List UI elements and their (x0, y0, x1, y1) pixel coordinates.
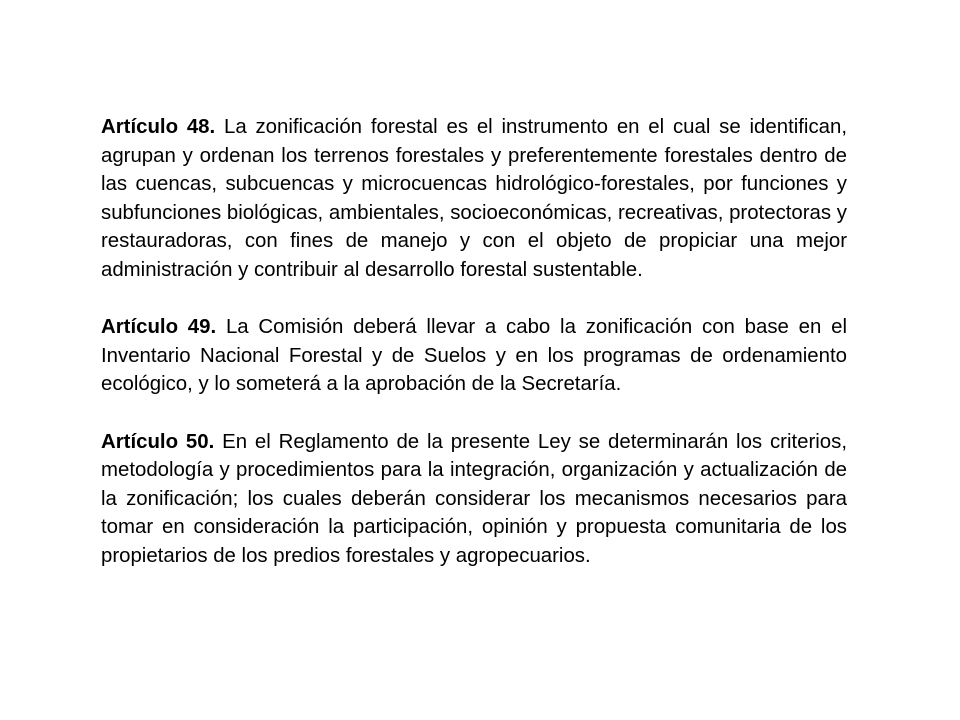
article-50 (101, 428, 847, 571)
article-text: La zonificación forestal es el instrumento en el cual se identifican, agrupan y ordenan los terrenos forestales y preferentemente forestales dentro de las cuencas, subcuencas y microcuencas hidrológico-forestales, por funciones y subfunciones biológicas, ambientales, socioeconómicas, recreativas, protectoras y restauradoras, con fines de manejo y con el objeto de propiciar una mejor administración y contribuir al desarrollo forestal sustentable. (101, 116, 847, 281)
article-text: En el Reglamento de la presente Ley se determinarán los criterios, metodología y procedimientos para la integración, organización y actualización de la zonificación; los cuales deberán considerar los mecanismos necesarios para tomar en consideración la participación, opinión y propuesta comunitaria de los propietarios de los predios forestales y agropecuarios. (101, 430, 848, 567)
article-49 (101, 313, 847, 399)
article-heading: Artículo 49. (101, 316, 217, 339)
article-text: La Comisión deberá llevar a cabo la zonificación con base en el Inventario Nacional Forestal y de Suelos y en los programas de ordenamiento ecológico, y lo someterá a la aprobación de la Secretaría. (101, 316, 847, 396)
article-heading: Artículo 50. (101, 430, 215, 453)
article-48 (101, 113, 847, 285)
document-body (101, 113, 847, 571)
article-heading: Artículo 48. (101, 116, 216, 138)
